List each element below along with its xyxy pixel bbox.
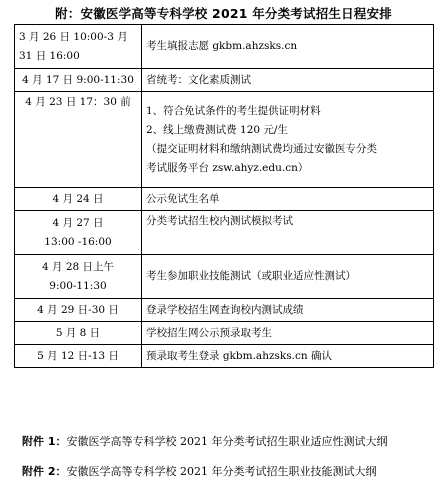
date-cell: 4 月 29 日-30 日 bbox=[15, 299, 142, 322]
event-cell bbox=[142, 92, 434, 188]
event-cell bbox=[142, 255, 434, 299]
event-line: 公示免试生名单 bbox=[146, 192, 220, 205]
table-row bbox=[15, 25, 434, 69]
date-cell: 3 月 26 日 10:00-3 月 31 日 16:00 bbox=[15, 25, 142, 69]
date-cell: 4 月 27 日 13:00 -16:00 bbox=[15, 211, 142, 255]
attachments-list bbox=[22, 434, 442, 494]
event-cell bbox=[142, 345, 434, 368]
event-line: 预录取考生登录 gkbm.ahzsks.cn 确认 bbox=[146, 349, 332, 362]
attachment-label: 附件 2： bbox=[22, 465, 67, 478]
attachment-label: 附件 1： bbox=[22, 435, 67, 448]
date-cell: 4 月 23 日 17：30 前 bbox=[15, 92, 142, 188]
attachment-item bbox=[22, 434, 442, 450]
table-row bbox=[15, 69, 434, 92]
date-cell: 4 月 24 日 bbox=[15, 188, 142, 211]
event-line: 考生填报志愿 gkbm.ahzsks.cn bbox=[146, 40, 298, 52]
date-cell: 5 月 8 日 bbox=[15, 322, 142, 345]
event-cell bbox=[142, 211, 434, 255]
table-row bbox=[15, 299, 434, 322]
attachment-item bbox=[22, 464, 442, 480]
event-cell bbox=[142, 299, 434, 322]
event-line: 考生参加职业技能测试（或职业适应性测试） bbox=[146, 270, 356, 282]
attachment-text: 安徽医学高等专科学校 2021 年分类考试招生职业适应性测试大纲 bbox=[66, 435, 388, 448]
event-line: 2、线上缴费测试费 120 元/生 bbox=[146, 123, 288, 136]
event-line: 1、符合免试条件的考生提供证明材料 bbox=[146, 104, 321, 117]
date-cell: 5 月 12 日-13 日 bbox=[15, 345, 142, 368]
event-cell bbox=[142, 25, 434, 69]
document-title: 附：安徽医学高等专科学校 2021 年分类考试招生日程安排 bbox=[55, 6, 392, 21]
table-row bbox=[15, 255, 434, 299]
table-row bbox=[15, 211, 434, 255]
table-row bbox=[15, 188, 434, 211]
event-cell bbox=[142, 188, 434, 211]
event-line: 省统考：文化素质测试 bbox=[146, 73, 251, 86]
table-row bbox=[15, 345, 434, 368]
event-cell bbox=[142, 322, 434, 345]
table-row bbox=[15, 92, 434, 188]
event-line: 考试服务平台 zsw.ahyz.edu.cn） bbox=[146, 161, 309, 174]
schedule-table bbox=[14, 24, 434, 368]
event-cell bbox=[142, 69, 434, 92]
event-line: 学校招生网公示预录取考生 bbox=[146, 326, 272, 339]
event-line: 登录学校招生网查询校内测试成绩 bbox=[146, 303, 304, 316]
date-cell: 4 月 17 日 9:00-11:30 bbox=[15, 69, 142, 92]
event-line: 分类考试招生校内测试模拟考试 bbox=[146, 215, 293, 227]
event-line: （提交证明材料和缴纳测试费均通过安徽医专分类 bbox=[146, 142, 377, 155]
table-row bbox=[15, 322, 434, 345]
attachment-text: 安徽医学高等专科学校 2021 年分类考试招生职业技能测试大纲 bbox=[66, 465, 377, 478]
date-cell: 4 月 28 日上午 9:00-11:30 bbox=[15, 255, 142, 299]
